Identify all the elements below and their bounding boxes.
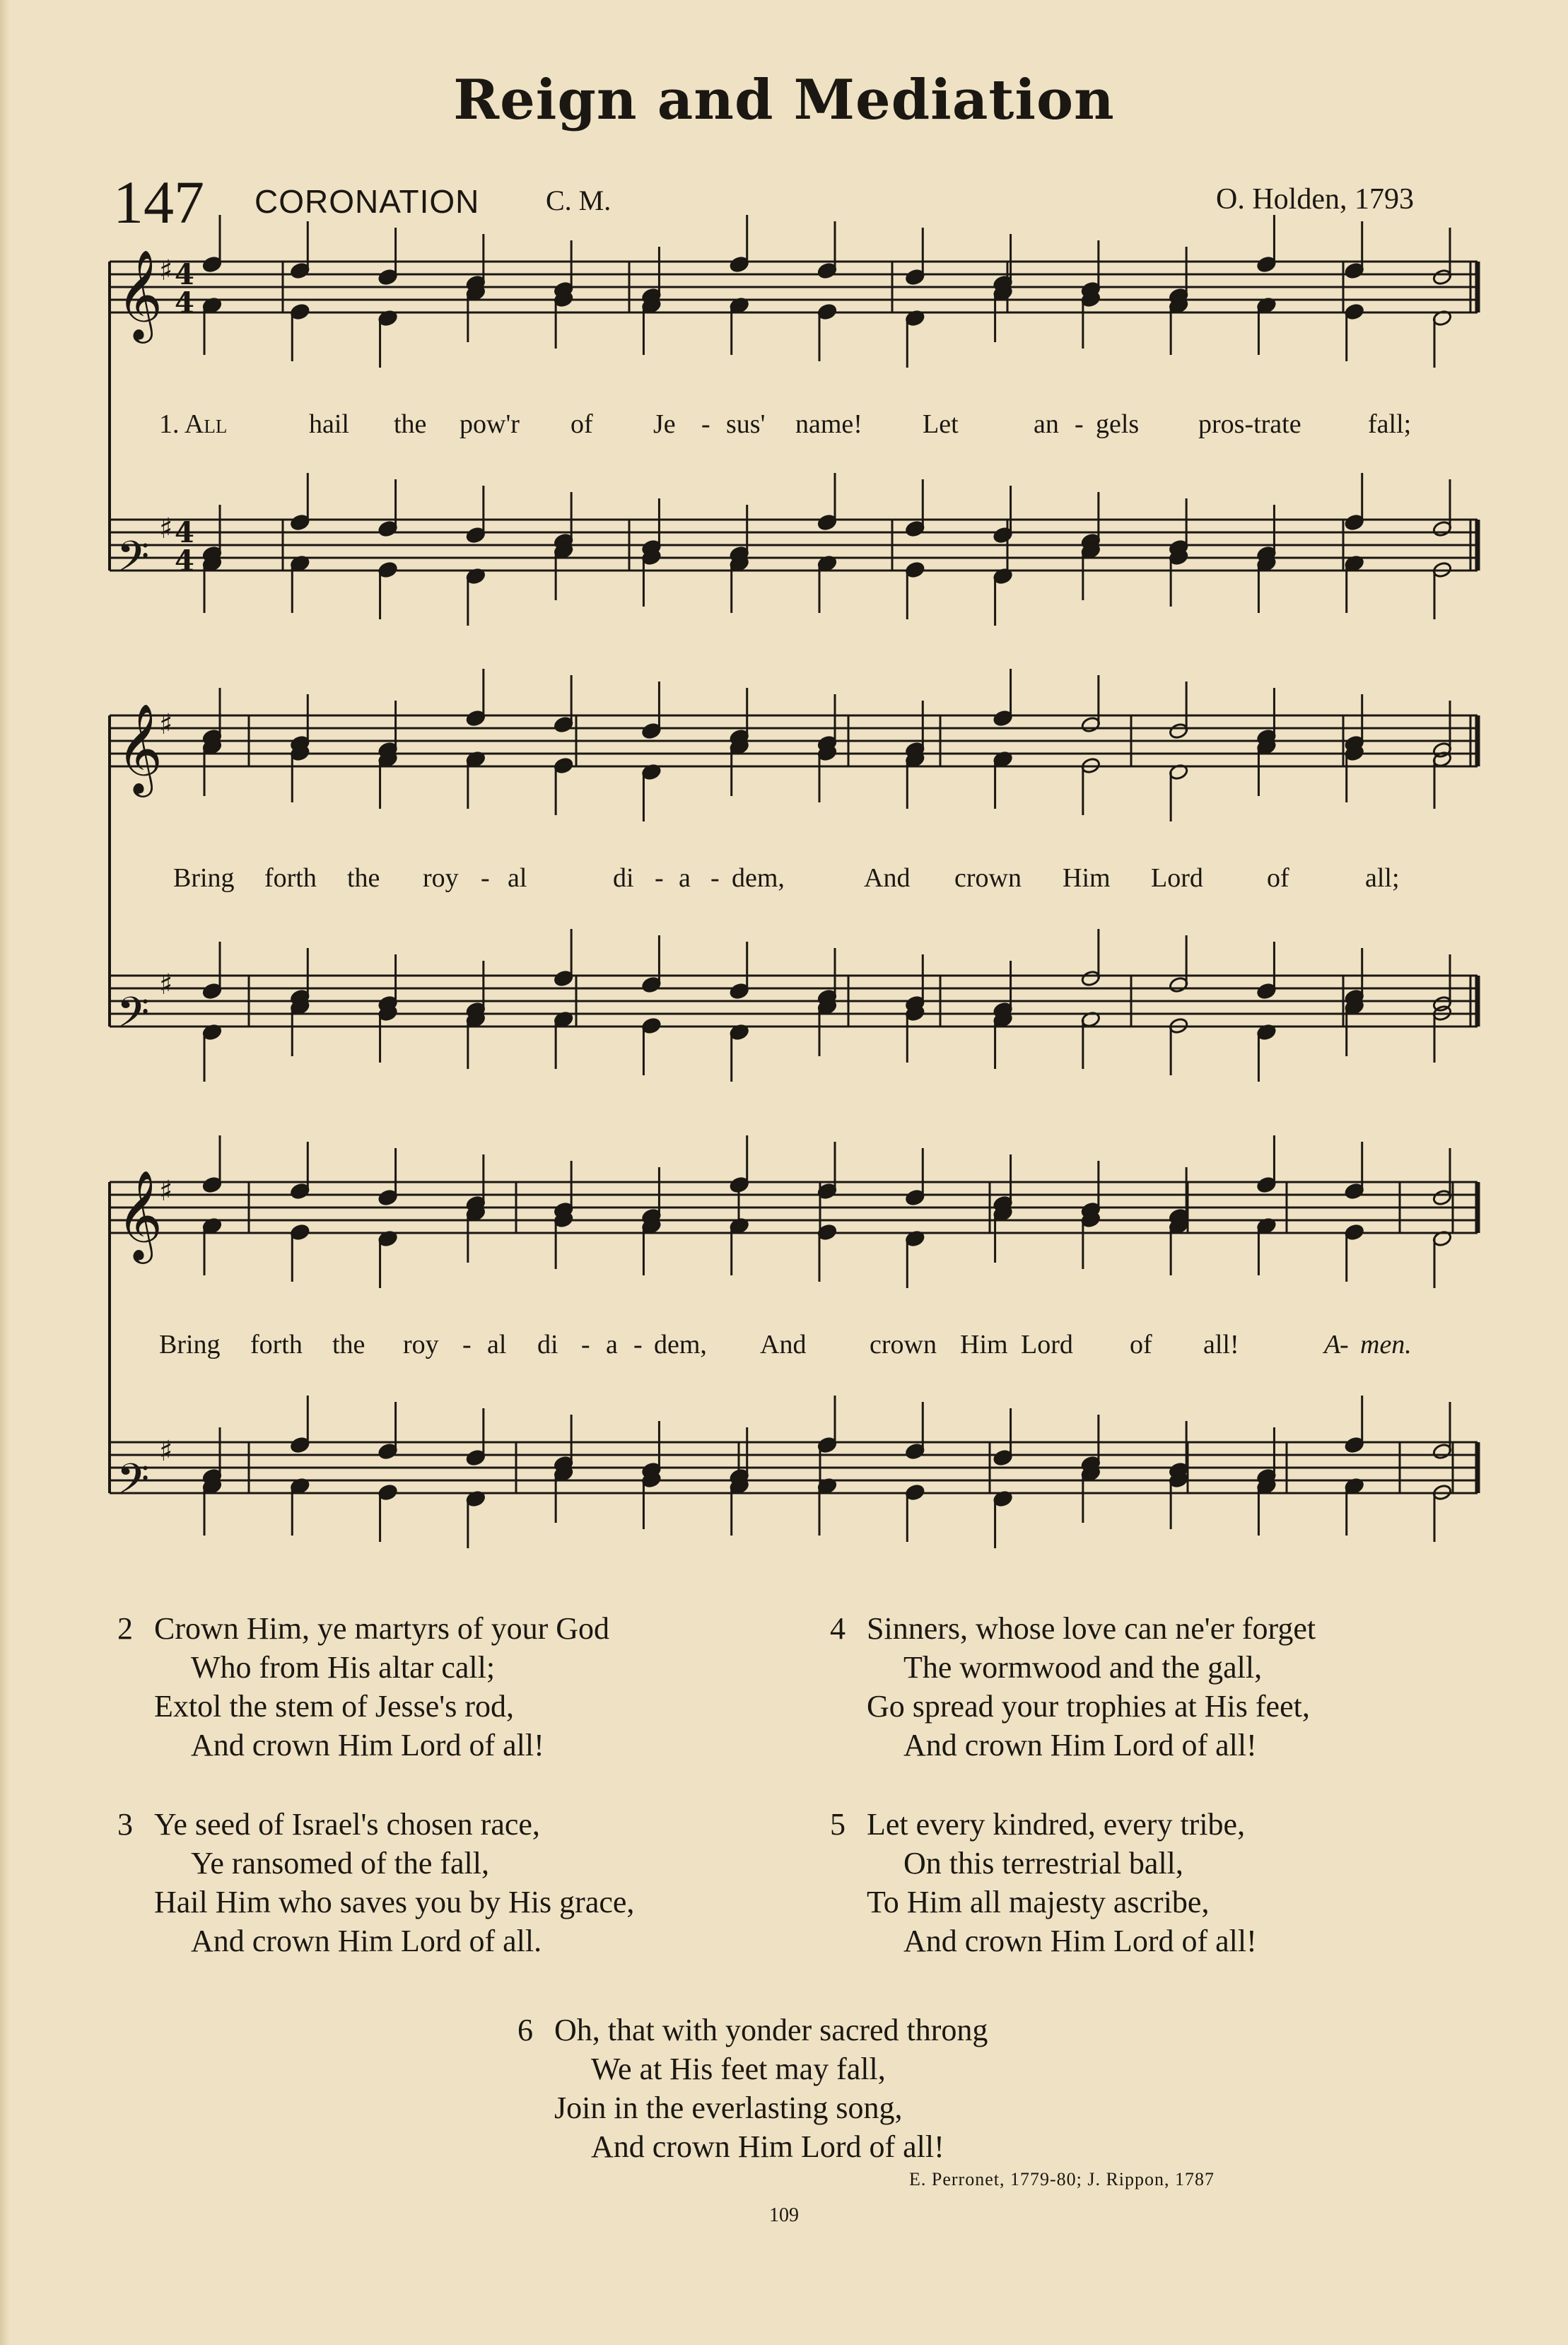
lyric-syllable: crown [870, 1330, 937, 1359]
lyric-syllable: forth [264, 863, 317, 893]
lyric-syllable: an [1034, 409, 1059, 439]
sharp-icon: ♯ [159, 255, 173, 287]
sharp-icon: ♯ [159, 513, 173, 545]
meter: C. M. [546, 185, 612, 216]
lyric-syllable: - [481, 863, 490, 893]
bass-clef-icon: 𝄢 [117, 532, 150, 591]
treble-clef-icon: 𝄞 [117, 249, 163, 339]
composer: O. Holden, 1793 [1216, 183, 1414, 216]
lyric-syllable: Him [960, 1330, 1008, 1359]
lyric-syllable: the [347, 863, 380, 893]
lyric-syllable: the [394, 409, 427, 439]
stanza-line: On this terrestrial ball, [903, 1846, 1183, 1881]
stanza-line: Who from His altar call; [191, 1650, 496, 1685]
stanza-4 [830, 1609, 1316, 1765]
lyric-syllable: roy [403, 1330, 439, 1359]
stanza-line: Extol the stem of Jesse's rod, [154, 1689, 514, 1724]
stanza-line: Hail Him who saves you by His grace, [154, 1885, 635, 1919]
lyric-syllable: fall; [1368, 409, 1412, 439]
stanza-line: Sinners, whose love can ne'er forget [867, 1611, 1316, 1646]
lyric-syllable: Lord [1021, 1330, 1073, 1359]
sharp-icon: ♯ [159, 1435, 173, 1468]
lyric-syllable: dem, [654, 1330, 707, 1359]
lyric-syllable: di [613, 863, 634, 893]
lyric-syllable: crown [954, 863, 1022, 893]
lyric-syllable: 1. All [159, 409, 228, 439]
text-credit: E. Perronet, 1779-80; J. Rippon, 1787 [909, 2169, 1215, 2189]
stanza-line: Join in the everlasting song, [554, 2090, 903, 2125]
lyric-syllable: - [581, 1330, 590, 1359]
lyric-syllable: men. [1360, 1330, 1412, 1359]
stanza-6 [517, 2011, 988, 2166]
lyric-syllable: hail [309, 409, 349, 439]
lyric-syllable: - [701, 409, 710, 439]
stanza-number: 5 [830, 1807, 846, 1842]
lyric-syllable: A [1324, 1330, 1341, 1359]
lyric-syllable: a [606, 1330, 618, 1359]
stanza-5 [830, 1805, 1257, 1960]
sharp-icon: ♯ [159, 1175, 173, 1207]
stanza-2 [117, 1609, 610, 1765]
sharp-icon: ♯ [159, 708, 173, 741]
lyric-syllable: roy [423, 863, 459, 893]
page-title: Reign and Mediation [453, 68, 1115, 132]
lyric-syllable: sus' [726, 409, 766, 439]
lyric-syllable: all! [1203, 1330, 1239, 1359]
lyric-syllable: Je [653, 409, 676, 439]
sharp-icon: ♯ [159, 969, 173, 1001]
bass-clef-icon: 𝄢 [117, 1454, 150, 1514]
lyric-syllable: Lord [1151, 863, 1203, 893]
lyric-syllable: - [462, 1330, 472, 1359]
lyric-syllable: of [1130, 1330, 1152, 1359]
stanza-number: 3 [117, 1807, 133, 1842]
stanza-line: To Him all majesty ascribe, [867, 1885, 1210, 1919]
stanza-line: The wormwood and the gall, [903, 1650, 1263, 1685]
stanza-line: And crown Him Lord of all! [591, 2129, 944, 2164]
lyric-syllable: Him [1063, 863, 1111, 893]
treble-clef-icon: 𝄞 [117, 703, 163, 793]
stanza-number: 6 [517, 2013, 533, 2047]
lyric-syllable: Bring [173, 863, 235, 893]
lyric-syllable: al [487, 1330, 507, 1359]
stanza-line: We at His feet may fall, [591, 2052, 886, 2086]
lyric-syllable: And [760, 1330, 807, 1359]
lyric-syllable: - [1340, 1330, 1349, 1359]
stanza-3 [117, 1805, 635, 1960]
stanza-line: Go spread your trophies at His feet, [867, 1689, 1310, 1724]
lyric-syllable: of [1267, 863, 1289, 893]
time-signature: 4 [175, 544, 194, 578]
stanza-line: And crown Him Lord of all! [191, 1728, 544, 1762]
lyric-syllable: name! [795, 409, 862, 439]
lyric-syllable: a [679, 863, 691, 893]
lyric-syllable: And [864, 863, 911, 893]
lyric-syllable: pros-trate [1198, 409, 1301, 439]
time-signature: 4 [175, 516, 194, 549]
lyric-syllable: forth [250, 1330, 303, 1359]
stanza-line: And crown Him Lord of all! [903, 1924, 1257, 1958]
lyric-syllable: - [710, 863, 720, 893]
tune-name: CORONATION [254, 183, 480, 220]
lyric-syllable: gels [1096, 409, 1140, 439]
stanza-number: 2 [117, 1611, 133, 1646]
time-signature: 4 [175, 286, 194, 320]
lyric-syllable: of [571, 409, 593, 439]
stanza-line: Oh, that with yonder sacred throng [554, 2013, 988, 2047]
time-signature: 4 [175, 258, 194, 291]
lyric-syllable: Bring [159, 1330, 221, 1359]
lyric-syllable: al [508, 863, 527, 893]
hymn-number: 147 [113, 168, 204, 236]
lyric-syllable: the [332, 1330, 365, 1359]
lyric-syllable: - [1075, 409, 1084, 439]
stanza-line: And crown Him Lord of all. [191, 1924, 542, 1958]
stanza-line: Ye ransomed of the fall, [191, 1846, 489, 1881]
treble-clef-icon: 𝄞 [117, 1169, 163, 1260]
lyric-syllable: pow'r [460, 409, 520, 439]
stanza-line: Crown Him, ye martyrs of your God [154, 1611, 610, 1646]
lyric-syllable: all; [1365, 863, 1400, 893]
bass-clef-icon: 𝄢 [117, 988, 150, 1047]
lyric-syllable: di [537, 1330, 558, 1359]
stanza-line: Ye seed of Israel's chosen race, [154, 1807, 540, 1842]
stanza-number: 4 [830, 1611, 846, 1646]
page-number: 109 [769, 2204, 799, 2226]
stanza-line: And crown Him Lord of all! [903, 1728, 1257, 1762]
lyric-syllable: - [633, 1330, 643, 1359]
stanza-line: Let every kindred, every tribe, [867, 1807, 1246, 1842]
lyric-syllable: - [655, 863, 664, 893]
lyric-syllable: dem, [732, 863, 785, 893]
lyric-syllable: Let [923, 409, 959, 439]
